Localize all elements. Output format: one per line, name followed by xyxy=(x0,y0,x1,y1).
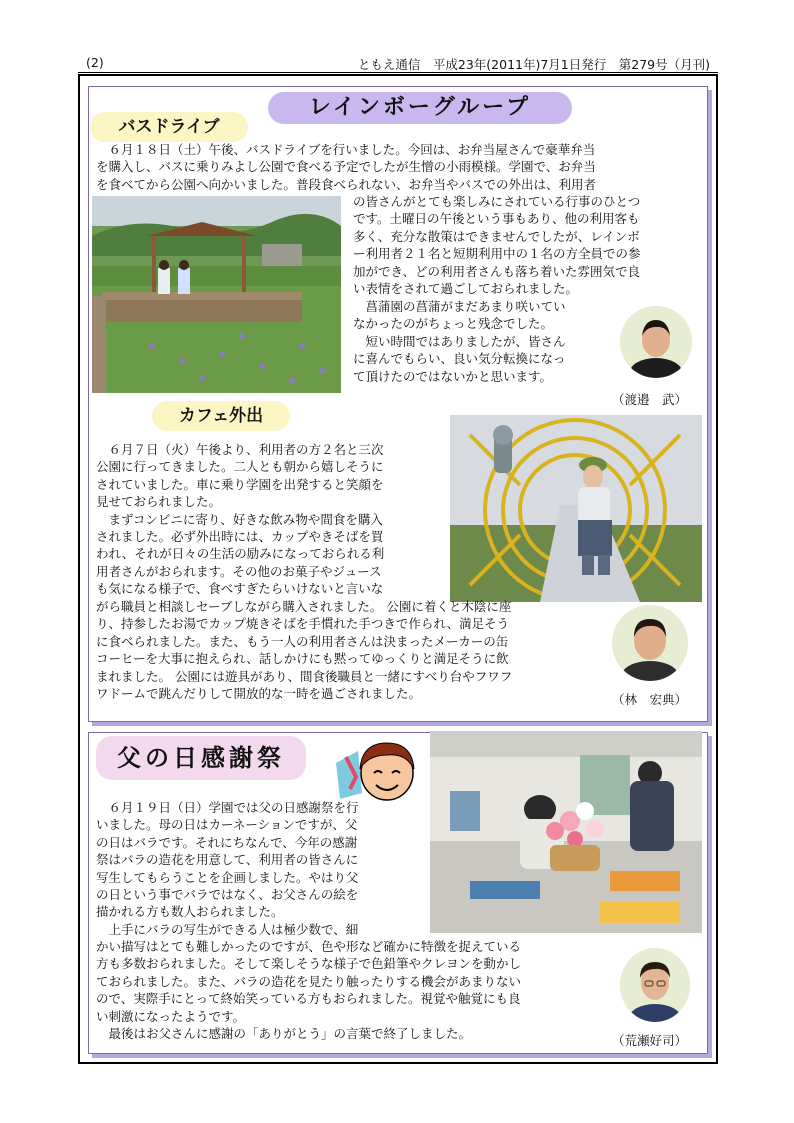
fathers-day-tag: 父の日感謝祭 xyxy=(96,736,306,780)
newsletter-header xyxy=(78,51,718,73)
staff-photo-arase xyxy=(620,948,690,1022)
signature-watanabe: （渡邉 武） xyxy=(612,392,688,407)
fathers-day-text-bottom: かい描写はとても難しかったのですが、色や形など確かに特徴を捉えている 方も多数おられました。そして楽しそうな様子で色鉛筆やクレヨンを動かし ておられました。また、バラの造花を見たり触ったりする機会があまりない ので、実際手にとって終始笑っている方もおられました。視覚や触覚にも良 い刺激になったようです。 最後はお父さんに感謝の「ありがとう」の言葉で終了しました。 xyxy=(96,939,522,1042)
header-rule xyxy=(78,72,718,73)
cafe-outing-text-left: ６月７日（火）午後より、利用者の方２名と三次 公園に行ってきました。二人とも朝から嬉しそうに されていました。車に乗り学園を出発すると笑顔を 見せておられました。 まずコンビニに寄り、好きな飲み物や間食を購入 されました。必ず外出時には、カップやきそばを買 われ、それが日々の生活の励みになっておられる利 用者さんがおられます。その他のお菓子やジュース も気になる様子で、食べすぎたらいけないと言いな xyxy=(96,442,385,597)
cafe-outing-tag: カフェ外出 xyxy=(152,401,290,431)
party-photo xyxy=(430,731,702,933)
bus-drive-tag: バスドライブ xyxy=(90,112,248,142)
newsletter-title: ともえ通信 平成23年(2011年)7月1日発行 第279号（月刊) xyxy=(357,57,710,72)
bus-drive-text-right: の皆さんがとても楽しみにされている行事のひとつ です。土曜日の午後という事もあり、他の利用客も 多く、充分な散策はできませんでしたが、レインボ ー利用者２１名と短期利用中の１名の方全員での参 加ができ、どの利用者さんも落ち着いた雰囲気で良 い表情をされて過ごしておられました。 xyxy=(353,194,641,297)
signature-hayashi: （林 宏典） xyxy=(612,692,688,707)
park-gazebo-photo xyxy=(92,196,341,393)
cafe-outing-text-bottom: がら職員と相談しセーブしながら購入されました。 公園に着くと木陰に座 り、持参したお湯でカップ焼きそばを手慣れた手つきで作られ、満足そう に食べられました。また、もう一人の利用者さんは決まったメーカーの缶 コーヒーを大事に抱えられ、話しかけにも黙ってゆっくりと満足そうに飲 まれました。 公園には遊具があり、間食後職員と一緒にすべり台やフワフ ワドームで跳んだりして開放的な一時を過ごされました。 xyxy=(96,599,513,702)
bus-drive-text-top: ６月１８日（土）午後、バスドライブを行いました。今回は、お弁当屋さんで豪華弁当 を購入し、バスに乗りみよし公園で食べる予定でしたが生憎の小雨模様。学園で、お弁当 を食べてから公園へ向かいました。普段食べられない、お弁当やバスでの外出は、利用者 xyxy=(96,142,597,192)
staff-photo-hayashi xyxy=(612,605,688,681)
signature-arase: （荒瀬好司） xyxy=(612,1033,688,1048)
bus-drive-text-iris: 菖蒲園の菖蒲がまだあまり咲いてい なかったのがちょっと残念でした。 短い時間ではありましたが、皆さん に喜んでもらい、良い気分転換になっ て頂けたのではないかと思います。 xyxy=(353,299,566,384)
staff-photo-watanabe xyxy=(620,306,692,378)
page-number: (2) xyxy=(86,55,104,70)
smiling-father-illustration xyxy=(332,733,418,807)
section-banner: レインボーグループ xyxy=(268,92,572,124)
fathers-day-text-left: ６月１９日（日）学園では父の日感謝祭を行 いました。母の日はカーネーションですが、父 の日はバラです。それにちなんで、今年の感謝 祭はバラの造花を用意して、利用者の皆さんに 写生してもらうことを企画しました。やはり父 の日という事でバラではなく、お父さんの絵を 描かれる方も数人おられました。 上手にバラの写生ができる人は極少数で、細 xyxy=(96,800,359,937)
slide-photo xyxy=(450,415,702,602)
